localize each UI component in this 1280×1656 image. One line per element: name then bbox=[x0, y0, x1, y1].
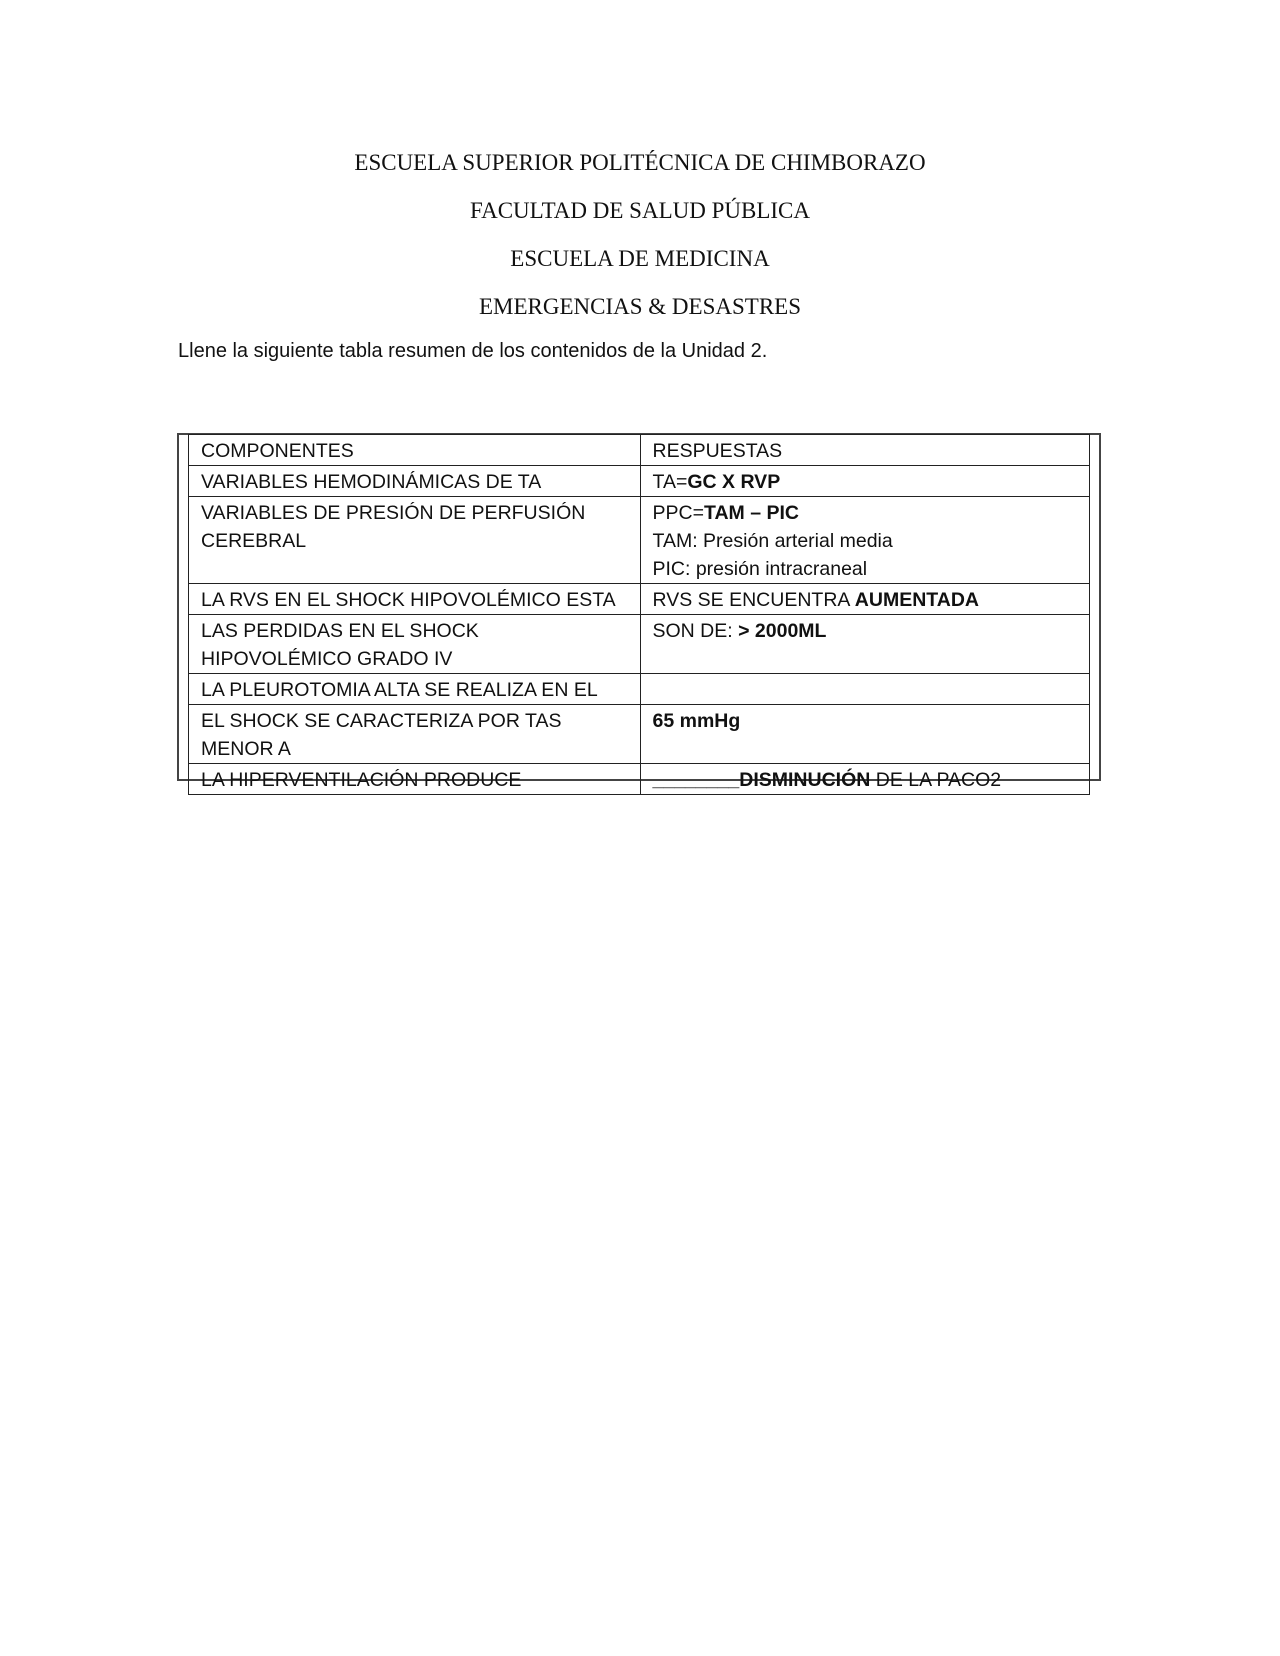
answer-prefix: SON DE: bbox=[652, 620, 739, 642]
answer-bold: TAM – PIC bbox=[703, 502, 799, 524]
header-cell-components: COMPONENTES bbox=[189, 435, 641, 466]
table-row bbox=[189, 764, 1090, 795]
answer-suffix: DE LA PACO2 bbox=[870, 769, 1002, 791]
component-cell: EL SHOCK SE CARACTERIZA POR TAS MENOR A bbox=[189, 705, 641, 764]
answer-cell bbox=[640, 497, 1090, 584]
header-institution: ESCUELA SUPERIOR POLITÉCNICA DE CHIMBORAZO bbox=[354, 150, 926, 175]
answer-cell bbox=[640, 466, 1090, 497]
component-cell: LAS PERDIDAS EN EL SHOCK HIPOVOLÉMICO GRADO IV bbox=[189, 615, 641, 674]
component-cell: LA PLEUROTOMIA ALTA SE REALIZA EN EL bbox=[189, 674, 641, 705]
header-school: ESCUELA DE MEDICINA bbox=[510, 246, 770, 271]
table-row bbox=[189, 705, 1090, 764]
header-faculty: FACULTAD DE SALUD PÚBLICA bbox=[470, 198, 810, 223]
summary-table bbox=[188, 434, 1090, 795]
answer-cell bbox=[640, 705, 1090, 764]
answer-cell bbox=[640, 764, 1090, 795]
answer-text bbox=[653, 620, 827, 642]
answer-text bbox=[653, 589, 980, 611]
table-row bbox=[189, 615, 1090, 674]
component-cell: VARIABLES HEMODINÁMICAS DE TA bbox=[189, 466, 641, 497]
answer-bold: ________DISMINUCIÓN bbox=[652, 769, 871, 791]
table-row bbox=[189, 497, 1090, 584]
answer-cell-empty bbox=[640, 674, 1090, 705]
table-row bbox=[189, 674, 1090, 705]
answer-bold: > 2000ML bbox=[738, 620, 827, 642]
answer-extra-line: TAM: Presión arterial media bbox=[652, 530, 893, 552]
answer-extra-line: PIC: presión intracraneal bbox=[652, 558, 868, 580]
component-cell: VARIABLES DE PRESIÓN DE PERFUSIÓN CEREBRAL bbox=[189, 497, 641, 584]
answer-prefix: TA= bbox=[652, 471, 688, 493]
answer-cell bbox=[640, 584, 1090, 615]
answer-text bbox=[653, 471, 781, 493]
document-header bbox=[0, 148, 1280, 340]
answer-bold: 65 mmHg bbox=[652, 710, 741, 732]
answer-prefix: RVS SE ENCUENTRA bbox=[652, 589, 855, 611]
header-cell-answers: RESPUESTAS bbox=[640, 435, 1090, 466]
answer-text bbox=[653, 769, 1002, 791]
answer-bold: AUMENTADA bbox=[854, 589, 979, 611]
component-cell: LA RVS EN EL SHOCK HIPOVOLÉMICO ESTA bbox=[189, 584, 641, 615]
answer-text bbox=[653, 499, 1080, 527]
answer-prefix: PPC= bbox=[652, 502, 704, 524]
header-course: EMERGENCIAS & DESASTRES bbox=[478, 294, 802, 319]
table-header-row bbox=[189, 435, 1090, 466]
answer-bold: GC X RVP bbox=[687, 471, 781, 493]
answer-cell bbox=[640, 615, 1090, 674]
answer-text bbox=[653, 710, 741, 732]
instruction-text: Llene la siguiente tabla resumen de los contenidos de la Unidad 2. bbox=[178, 340, 768, 362]
table-row bbox=[189, 584, 1090, 615]
table-row bbox=[189, 466, 1090, 497]
component-cell: LA HIPERVENTILACIÓN PRODUCE bbox=[189, 764, 641, 795]
